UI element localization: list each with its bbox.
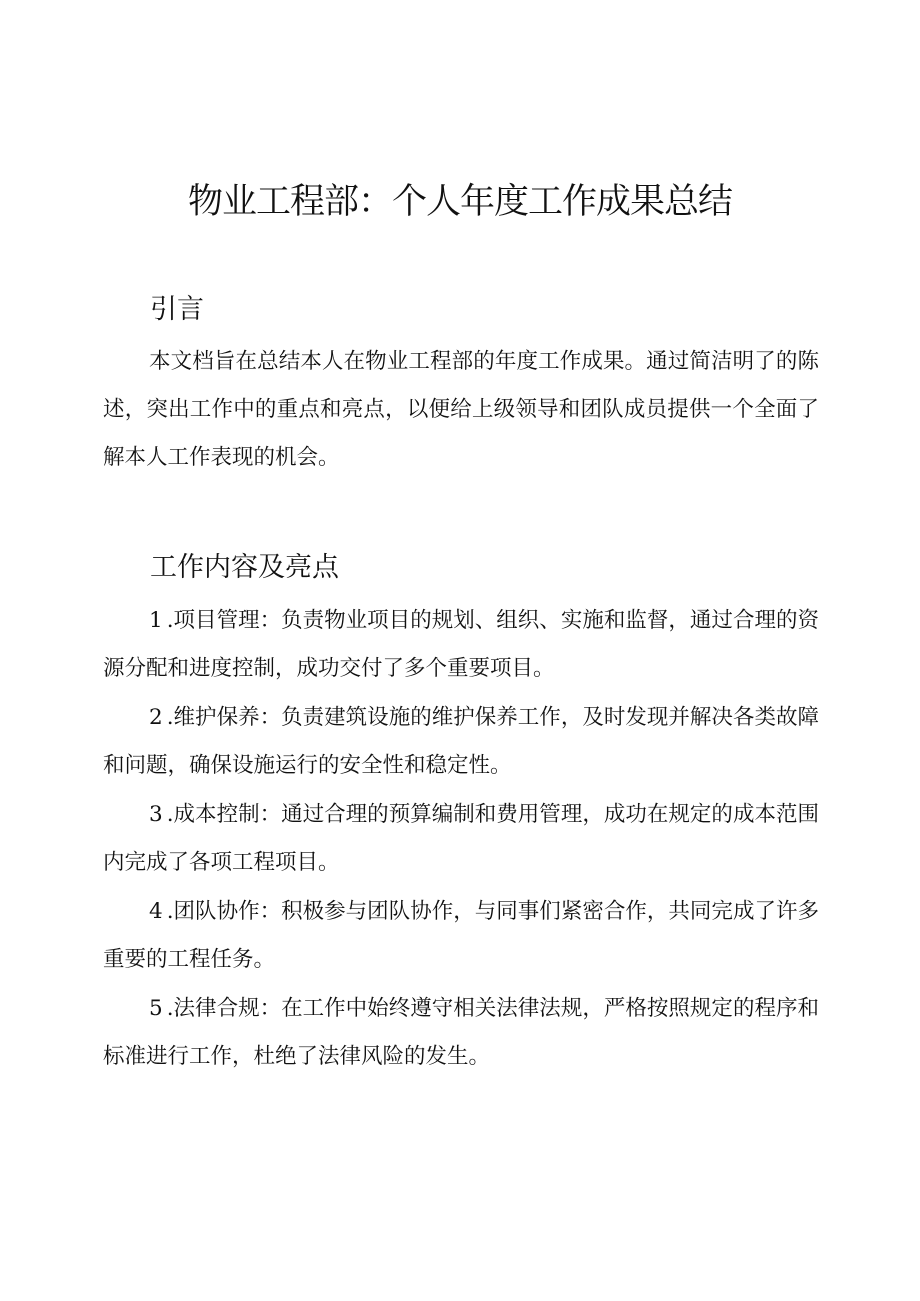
list-item-number: 1 xyxy=(149,608,163,633)
document-title: 物业工程部：个人年度工作成果总结 xyxy=(187,182,732,222)
list-item xyxy=(103,694,819,790)
list-item xyxy=(103,791,819,887)
section-heading-work-highlights: 工作内容及亮点 xyxy=(150,552,339,583)
list-item xyxy=(103,597,819,693)
list-item-number: 2 xyxy=(149,705,163,730)
list-item-text: .维护保养：负责建筑设施的维护保养工作，及时发现并解决各类故障和问题，确保设施运行的安全性和稳定性。 xyxy=(103,705,819,778)
list-item-text: .团队协作：积极参与团队协作，与同事们紧密合作，共同完成了许多重要的工程任务。 xyxy=(103,899,819,972)
list-item-number: 5 xyxy=(149,996,163,1021)
section-heading-introduction: 引言 xyxy=(150,294,204,325)
list-item xyxy=(103,985,819,1081)
list-item-text: .项目管理：负责物业项目的规划、组织、实施和监督，通过合理的资源分配和进度控制，成功交付了多个重要项目。 xyxy=(103,608,819,681)
list-item-number: 4 xyxy=(149,899,163,924)
list-item-text: .成本控制：通过合理的预算编制和费用管理，成功在规定的成本范围内完成了各项工程项目。 xyxy=(103,802,819,875)
list-item-text: .法律合规：在工作中始终遵守相关法律法规，严格按照规定的程序和标准进行工作，杜绝了法律风险的发生。 xyxy=(103,996,819,1069)
list-item-number: 3 xyxy=(149,802,163,827)
list-item xyxy=(103,888,819,984)
introduction-paragraph: 本文档旨在总结本人在物业工程部的年度工作成果。通过简洁明了的陈述，突出工作中的重点和亮点，以便给上级领导和团队成员提供一个全面了解本人工作表现的机会。 xyxy=(103,349,819,470)
